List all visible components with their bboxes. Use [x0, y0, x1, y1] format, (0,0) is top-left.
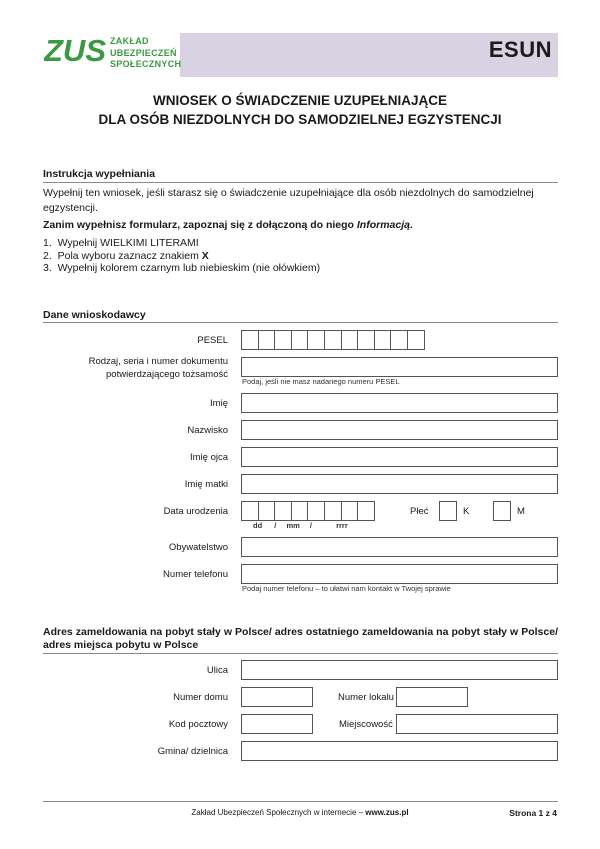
mother-name-input[interactable]	[241, 474, 558, 494]
citizenship-label: Obywatelstwo	[168, 542, 228, 553]
mother-name-label: Imię matki	[184, 479, 228, 490]
address-heading-line2: adres miejsca pobytu w Polsce	[43, 639, 199, 651]
list-item: 1. Wypełnij WIELKIMI LITERAMI	[43, 237, 199, 249]
zus-logo-icon	[44, 34, 106, 64]
last-name-label: Nazwisko	[187, 425, 228, 436]
street-input[interactable]	[241, 660, 558, 680]
svg-text:ZUS: ZUS	[44, 34, 106, 64]
id-document-hint: Podaj, jeśli nie masz nadanego numeru PESEL	[242, 377, 400, 386]
list-item: 2. Pola wyboru zaznacz znakiem X	[43, 249, 209, 262]
form-title-line2: DLA OSÓB NIEZDOLNYCH DO SAMODZIELNEJ EGZYSTENCJI	[98, 112, 502, 127]
form-title-line1: WNIOSEK O ŚWIADCZENIE UZUPEŁNIAJĄCE	[152, 93, 447, 108]
form-code: ESUN	[488, 37, 552, 62]
applicant-heading: Dane wnioskodawcy	[43, 309, 146, 321]
footer-divider	[43, 801, 558, 802]
page-number: Strona 1 z 4	[509, 808, 557, 818]
footer-website: Zakład Ubezpieczeń Społecznych w internecie – www.zus.pl	[191, 808, 409, 817]
father-name-label: Imię ojca	[189, 452, 228, 463]
date-format-hint: dd / mm / rrrr	[253, 521, 348, 530]
footer-link[interactable]: www.zus.pl	[365, 808, 409, 817]
sex-m-checkbox[interactable]	[493, 501, 511, 521]
phone-hint: Podaj numer telefonu – to ułatwi nam kontakt w Twojej sprawie	[242, 584, 451, 593]
instructions-heading: Instrukcja wypełniania	[43, 168, 156, 180]
list-item: 3. Wypełnij kolorem czarnym lub niebieskim (nie ołówkiem)	[43, 262, 321, 274]
address-heading-line1: Adres zameldowania na pobyt stały w Polsce/ adres ostatniego zameldowania na pobyt stały w Polsce/	[43, 626, 558, 638]
sex-k-checkbox[interactable]	[439, 501, 457, 521]
first-name-label: Imię	[210, 398, 228, 409]
sex-label: Płeć	[410, 506, 429, 517]
divider	[43, 322, 558, 323]
phone-label: Numer telefonu	[163, 569, 228, 580]
id-document-label: Rodzaj, seria i numer dokumentu potwierdzającego tożsamość	[88, 356, 228, 380]
pesel-label: PESEL	[197, 335, 228, 346]
commune-input[interactable]	[241, 741, 558, 761]
flat-number-label: Numer lokalu	[338, 692, 394, 703]
house-number-input[interactable]	[241, 687, 313, 707]
zus-logo-text: ZAKŁAD UBEZPIECZEŃ SPOŁECZNYCH	[110, 36, 182, 69]
city-input[interactable]	[396, 714, 558, 734]
birth-date-input[interactable]	[241, 501, 374, 521]
citizenship-input[interactable]	[241, 537, 558, 557]
street-label: Ulica	[206, 665, 228, 676]
father-name-input[interactable]	[241, 447, 558, 467]
first-name-input[interactable]	[241, 393, 558, 413]
sex-m-label: M	[517, 506, 525, 517]
last-name-input[interactable]	[241, 420, 558, 440]
birth-date-label: Data urodzenia	[163, 506, 228, 517]
flat-number-input[interactable]	[396, 687, 468, 707]
pesel-input[interactable]	[241, 330, 424, 350]
id-document-input[interactable]	[241, 357, 558, 377]
postal-code-input[interactable]	[241, 714, 313, 734]
divider	[43, 653, 558, 654]
city-label: Miejscowość	[339, 719, 393, 730]
instructions-paragraph: Wypełnij ten wniosek, jeśli starasz się o świadczenie uzupełniające dla osób niezdolnych do samodzielnej egzystencji.	[43, 187, 534, 214]
divider	[43, 182, 558, 183]
instructions-list	[43, 237, 558, 275]
house-number-label: Numer domu	[173, 692, 228, 703]
zus-logo	[44, 34, 106, 69]
instructions-note: Zanim wypełnisz formularz, zapoznaj się z dołączoną do niego Informacją.	[43, 219, 413, 231]
sex-k-label: K	[463, 506, 470, 517]
postal-code-label: Kod pocztowy	[168, 719, 228, 730]
phone-input[interactable]	[241, 564, 558, 584]
commune-label: Gmina/ dzielnica	[157, 746, 228, 757]
